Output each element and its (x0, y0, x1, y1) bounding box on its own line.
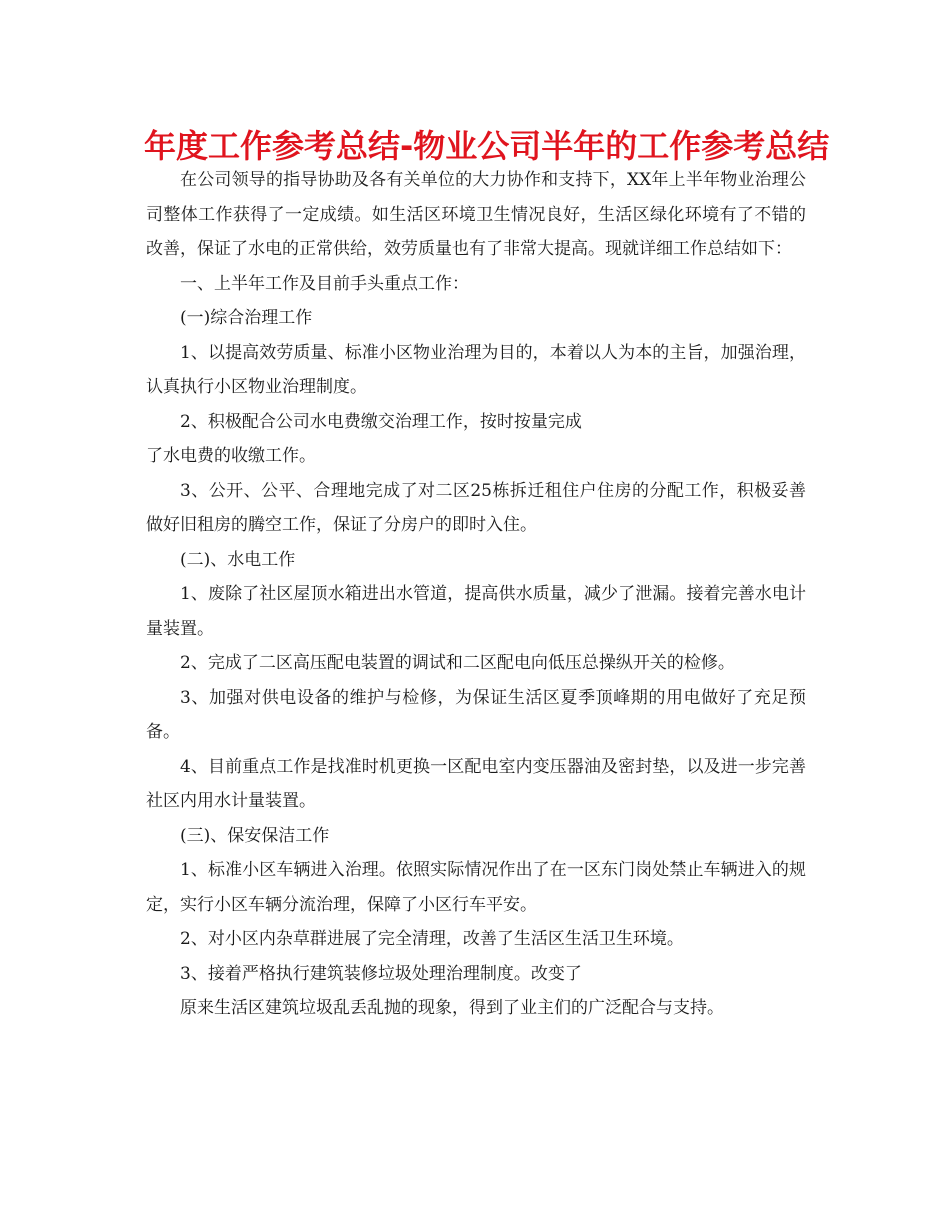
list-item-continuation: 原来生活区建筑垃圾乱丢乱抛的现象，得到了业主们的广泛配合与支持。 (180, 998, 724, 1018)
list-item: 2、对小区内杂草群进展了完全清理，改善了生活区生活卫生环境。 (180, 929, 684, 949)
list-item: 1、以提高效劳质量、标准小区物业治理为目的，本着以人为本的主旨，加强治理，认真执行小区物业治理制度。 (146, 342, 806, 397)
intro-paragraph: 在公司领导的指导协助及各有关单位的大力协作和支持下，XX年上半年物业治理公司整体工作获得了一定成绩。如生活区环境卫生情况良好，生活区绿化环境有了不错的改善，保证了水电的正常供给，效劳质量也有了非常大提高。现就详细工作总结如下： (146, 170, 806, 259)
list-item-continuation: 了水电费的收缴工作。 (146, 446, 316, 466)
list-item: 2、积极配合公司水电费缴交治理工作，按时按量完成 (180, 411, 582, 432)
list-item: 1、废除了社区屋顶水箱进出水管道，提高供水质量，减少了泄漏。接着完善水电计量装置。 (146, 584, 806, 639)
subsection-heading: (三)、保安保洁工作 (180, 825, 330, 846)
subsection-heading: (二)、水电工作 (180, 549, 296, 570)
section-heading: 一、上半年工作及目前手头重点工作： (180, 273, 469, 294)
list-item: 3、公开、公平、合理地完成了对二区25栋拆迁租住户住房的分配工作，积极妥善做好旧租房的腾空工作，保证了分房户的即时入住。 (146, 480, 806, 535)
list-item: 3、加强对供电设备的维护与检修，为保证生活区夏季顶峰期的用电做好了充足预备。 (146, 687, 806, 742)
document-title: 年度工作参考总结-物业公司半年的工作参考总结 (144, 127, 830, 165)
list-item: 4、目前重点工作是找准时机更换一区配电室内变压器油及密封垫，以及进一步完善社区内用水计量装置。 (146, 756, 806, 811)
list-item: 2、完成了二区高压配电装置的调试和二区配电向低压总操纵开关的检修。 (180, 653, 735, 673)
list-item: 1、标准小区车辆进入治理。依照实际情况作出了在一区东门岗处禁止车辆进入的规定，实行小区车辆分流治理，保障了小区行车平安。 (146, 860, 806, 915)
subsection-heading: (一)综合治理工作 (180, 308, 313, 328)
document-body (146, 163, 806, 1026)
list-item: 3、接着严格执行建筑装修垃圾处理治理制度。改变了 (180, 963, 582, 984)
